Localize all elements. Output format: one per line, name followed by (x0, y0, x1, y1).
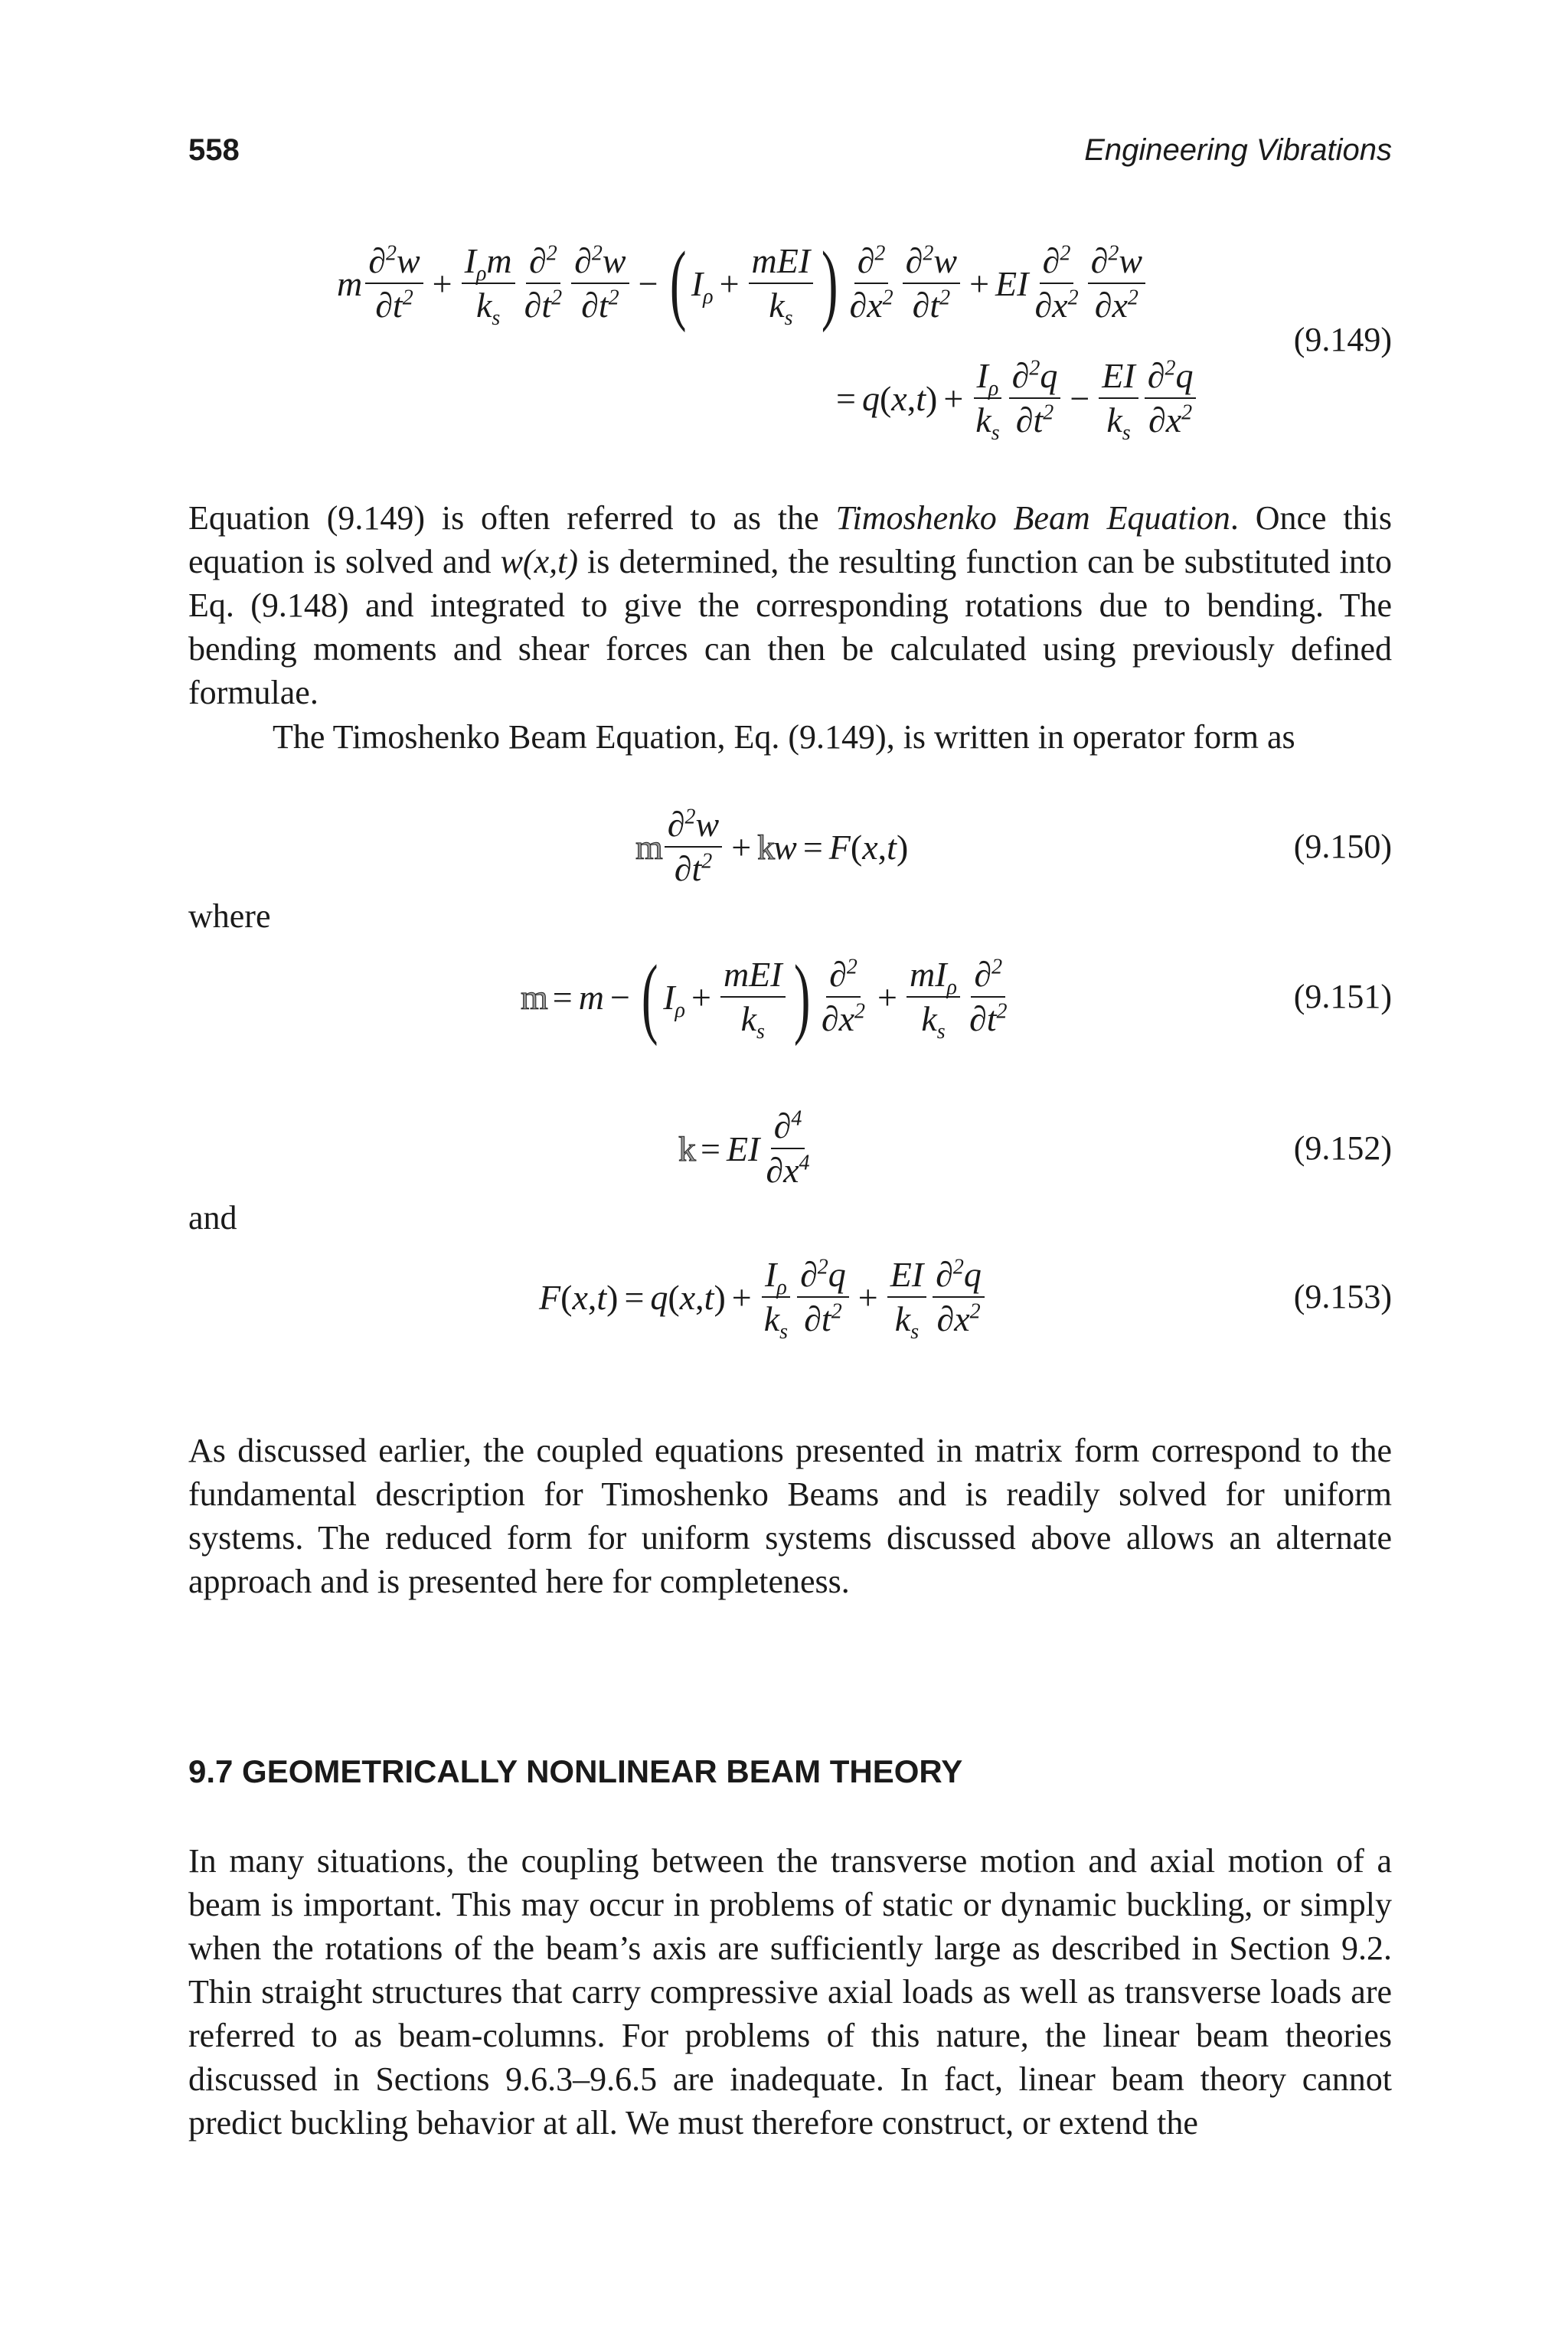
running-title: Engineering Vibrations (1084, 133, 1392, 167)
equation-9-151: m = m − ( $I_\rho$ + $\frac{\text{mEI}}{k_s}$ ) $\frac{\partial^2}{\partial x^2}$ + $\frac{mI_\rho}{k_s}$ $\frac{\partial^2}{\partial t^2}$ (521, 946, 1008, 1047)
paragraph-operator-form: The Timoshenko Beam Equation, Eq. (9.149), is written in operator form as (273, 718, 1295, 756)
paragraph-discussion: As discussed earlier, the coupled equations presented in matrix form correspond to the fundamental description for Timoshenko Beams and is readily solved for uniform systems. The reduced form for uniform systems discussed above allows an alternate approach and is presented here for completeness. (188, 1432, 1392, 1600)
and-label: and (188, 1199, 237, 1237)
equation-number-9-151: (9.151) (1293, 978, 1392, 1015)
equation-9-149-line-2: = q ( x , t ) + $\frac{I_\rho}{k_s}$ $\frac{\partial^2q}{\partial t^2}$ − $\frac{EI}{k_s}$ $\frac{\partial^2q}{\partial x^2}$ (830, 345, 1199, 452)
where-label: where (188, 897, 271, 935)
equation-9-150: m $\frac{\partial^2w}{\partial t^2}$ + k w = F ( x , t ) (635, 805, 909, 888)
section-heading: 9.7 GEOMETRICALLY NONLINEAR BEAM THEORY (188, 1753, 963, 1789)
paragraph-nonlinear-intro: In many situations, the coupling between the transverse motion and axial motion of a beam is important. This may occur in problems of static or dynamic buckling, or simply when the rotations of the beam’s axis are sufficiently large as described in Section 9.2. Thin straight structures that carry compressive axial loads as well as transverse loads are referred to as beam-columns. For problems of this nature, the linear beam theories discussed in Sections 9.6.3–9.6.5 are inadequate. In fact, linear beam theory cannot predict buckling behavior at all. We must therefore construct, or extend the (188, 1842, 1392, 2142)
paragraph-timoshenko-intro: Equation (9.149) is often referred to as the Timoshenko Beam Equation. Once this equation is solved and w(x,t) is determined, the resulting function can be substituted into Eq. (9.148) and integrated to give the corresponding rotations due to bending. The bending moments and shear forces can then be calculated using previously defined formulae. (188, 499, 1393, 711)
equation-9-152: k = EI $\frac{\partial^4}{\partial x^4}$ (678, 1106, 810, 1190)
equation-number-9-152: (9.152) (1293, 1129, 1392, 1167)
equation-9-153: F ( x , t ) = q ( x , t ) + $\frac{I_\rho}{k_s}$ $\frac{\partial^2q}{\partial t^2}$ + $\frac{EI}{k_s}$ $\frac{\partial^2q}{\partial x^2}$ (539, 1243, 988, 1351)
equation-number-9-150: (9.150) (1293, 828, 1392, 865)
equation-9-149-line-1: m $\frac{\partial^2w}{\partial t^2}$ + $\frac{I_\rho m}{k_s}$ $\frac{\partial^2}{\partial t^2}$ $\frac{\partial^2w}{\partial t^2}$ − ( $I_\rho$ + $\frac{\text{mEI}}{k_s}$ ) $\frac{\partial^2}{\partial x^2}$ $\frac{\partial^2w}{\partial t^2}$ + EI $\frac{\partial^2}{\partial x^2}$ $\frac{\partial^2w}{\partial x^2}$ (337, 230, 1148, 337)
page-number: 558 (188, 133, 240, 167)
equation-number-9-153: (9.153) (1293, 1278, 1392, 1315)
equation-number-9-149: (9.149) (1293, 321, 1392, 358)
